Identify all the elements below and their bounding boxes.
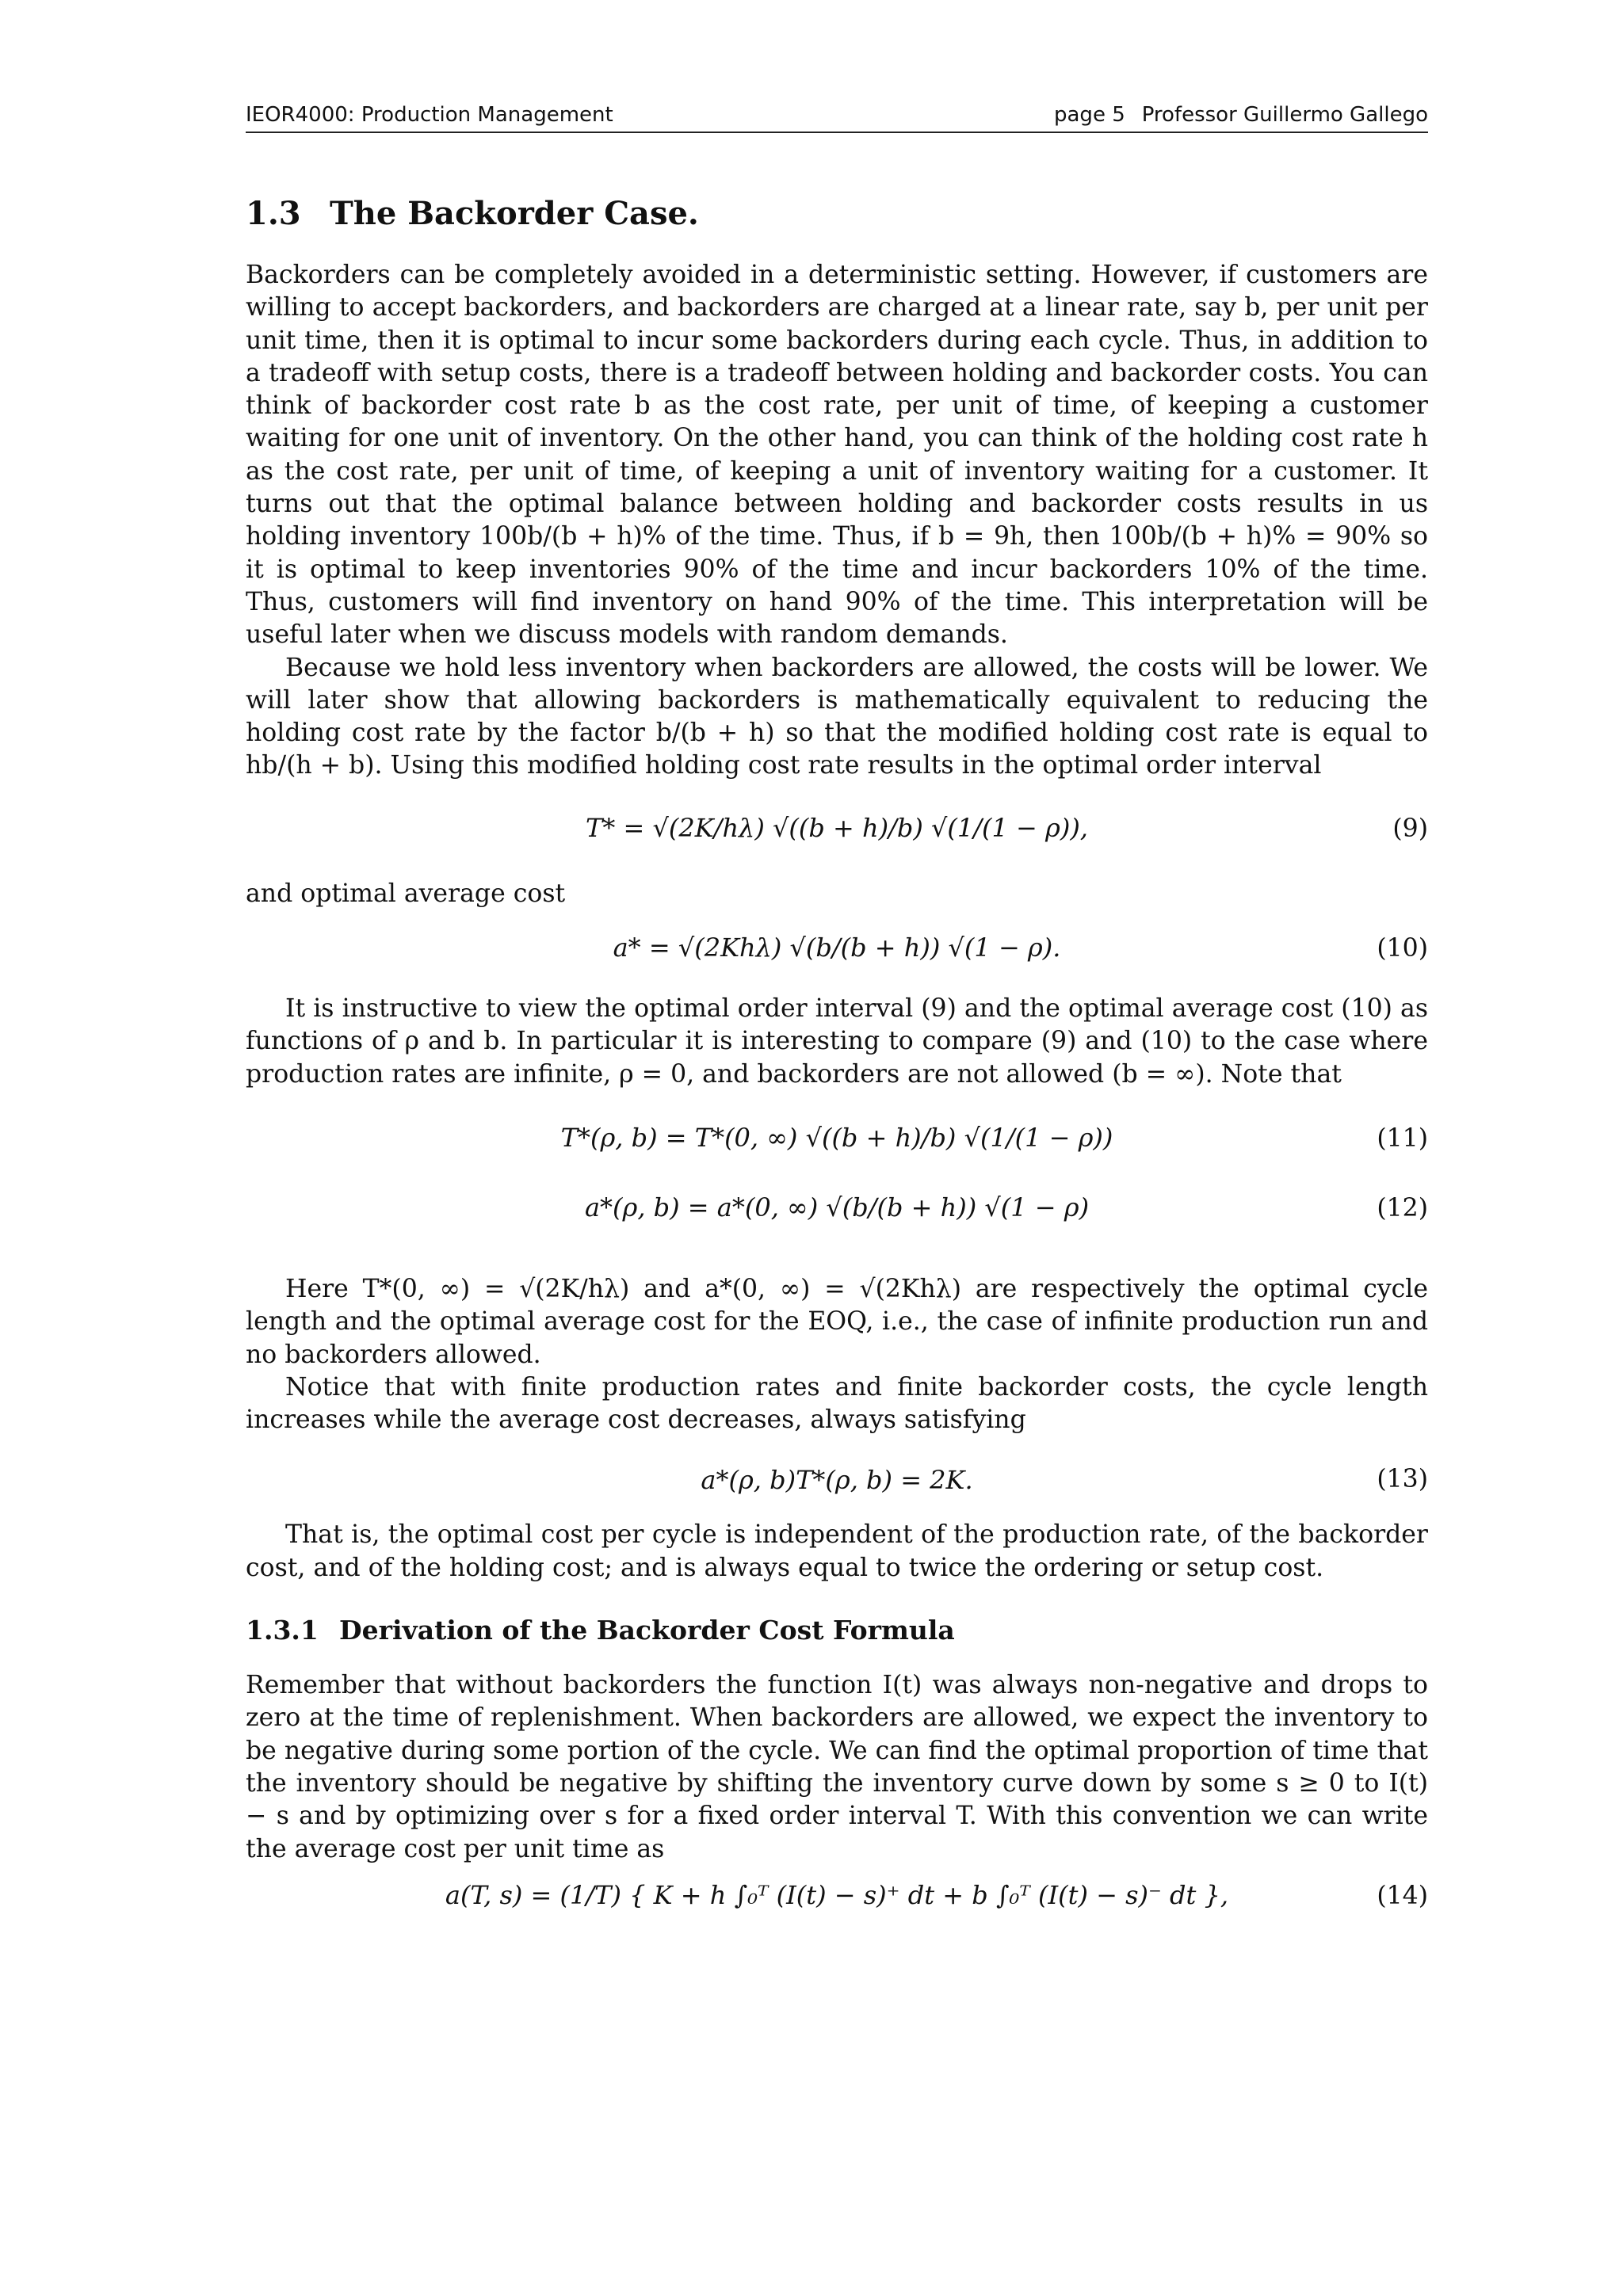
equation-number: (12) — [1377, 1193, 1428, 1222]
equation-11 — [246, 1099, 1428, 1170]
equation-9 — [246, 791, 1428, 870]
equation-number: (10) — [1377, 934, 1428, 963]
paragraph: Backorders can be completely avoided in a deterministic setting. However, if customers are willing to accept backorders, and backorders are charged at a linear rate, say b, per unit per unit time, then it is optimal to incur some backorders during each cycle. Thus, in addition to a tradeoff with setup costs, there is a tradeoff between holding and backorder costs. You can think of backorder cost rate b as the cost rate, per unit of time, of keeping a customer waiting for one unit of inventory. On the other hand, you can think of the holding cost rate h as the cost rate, per unit of time, of keeping a unit of inventory waiting for a customer. It turns out that the optimal balance between holding and backorder costs results in us holding inventory 100b/(b + h)% of the time. Thus, if b = 9h, then 100b/(b + h)% = 90% so it is optimal to keep inventories 90% of the time and incur backorders 10% of the time. Thus, customers will find inventory on hand 90% of the time. This interpretation will be useful later when we discuss models with random demands. — [246, 261, 1428, 650]
paragraph: Notice that with finite production rates and finite backorder costs, the cycle length increases while the average cost decreases, always satisfying — [246, 1372, 1428, 1435]
equation-14 — [246, 1874, 1428, 1953]
equation-13 — [246, 1444, 1428, 1511]
equation-formula: a*(ρ, b) = a*(0, ∞) √(b/(b + h)) √(1 − ρ) — [584, 1192, 1090, 1222]
equation-12 — [246, 1178, 1428, 1265]
equation-10 — [246, 918, 1428, 985]
subsection-number: 1.3.1 — [246, 1615, 319, 1646]
subsection-heading — [246, 1615, 1428, 1646]
page-body — [246, 190, 1428, 1961]
paragraph: and optimal average cost — [246, 879, 566, 908]
equation-number: (14) — [1377, 1881, 1428, 1910]
paragraph: Because we hold less inventory when backorders are allowed, the costs will be lower. We will later show that allowing backorders is mathematically equivalent to reducing the holding cost rate by the factor b/(b + h) so that the modified holding cost rate is equal to hb/(h + b). Using this modified holding cost rate results in the optimal order interval — [246, 653, 1428, 780]
subsection-title: Derivation of the Backorder Cost Formula — [339, 1615, 955, 1646]
header-page-number: page 5 — [1054, 103, 1125, 127]
paragraph: It is instructive to view the optimal order interval (9) and the optimal average cost (10) as functions of ρ and b. In particular it is interesting to compare (9) and (10) to the case where production rates are infinite, ρ = 0, and backorders are not allowed (b = ∞). Note that — [246, 994, 1428, 1089]
header-author: Professor Guillermo Gallego — [1141, 103, 1428, 127]
equation-formula: a(T, s) = (1/T) { K + h ∫₀ᵀ (I(t) − s)⁺ dt + b ∫₀ᵀ (I(t) − s)⁻ dt }, — [445, 1879, 1229, 1910]
paragraph: Here T*(0, ∞) = √(2K/hλ) and a*(0, ∞) = √(2Khλ) are respectively the optimal cycle length and the optimal average cost for the EOQ, i.e., the case of infinite production run and no backorders allowed. — [246, 1274, 1428, 1369]
paragraph: Remember that without backorders the function I(t) was always non-negative and drops to zero at the time of replenishment. When backorders are allowed, we expect the inventory to be negative during some portion of the cycle. We can find the optimal proportion of time that the inventory should be negative by shifting the inventory curve down by some s ≥ 0 to I(t) − s and by optimizing over s for a fixed order interval T. With this convention we can write the average cost per unit time as — [246, 1671, 1428, 1863]
section-number: 1.3 — [246, 195, 301, 232]
equation-formula: T* = √(2K/hλ) √((b + h)/b) √(1/(1 − ρ)), — [586, 812, 1088, 843]
equation-formula: a*(ρ, b)T*(ρ, b) = 2K. — [701, 1465, 973, 1496]
equation-formula: a* = √(2Khλ) √(b/(b + h)) √(1 − ρ). — [613, 933, 1061, 963]
paragraph: That is, the optimal cost per cycle is independent of the production rate, of the backorder cost, and of the holding cost; and is always equal to twice the ordering or setup cost. — [246, 1520, 1428, 1582]
header-course: IEOR4000: Production Management — [246, 103, 613, 127]
section-heading — [246, 195, 1428, 232]
equation-number: (9) — [1392, 814, 1428, 843]
equation-formula: T*(ρ, b) = T*(0, ∞) √((b + h)/b) √(1/(1 − ρ)) — [560, 1122, 1113, 1153]
equation-number: (11) — [1377, 1123, 1428, 1153]
header-rule — [246, 132, 1428, 133]
section-title: The Backorder Case. — [330, 195, 699, 232]
equation-number: (13) — [1377, 1465, 1428, 1494]
running-header — [246, 100, 1428, 135]
